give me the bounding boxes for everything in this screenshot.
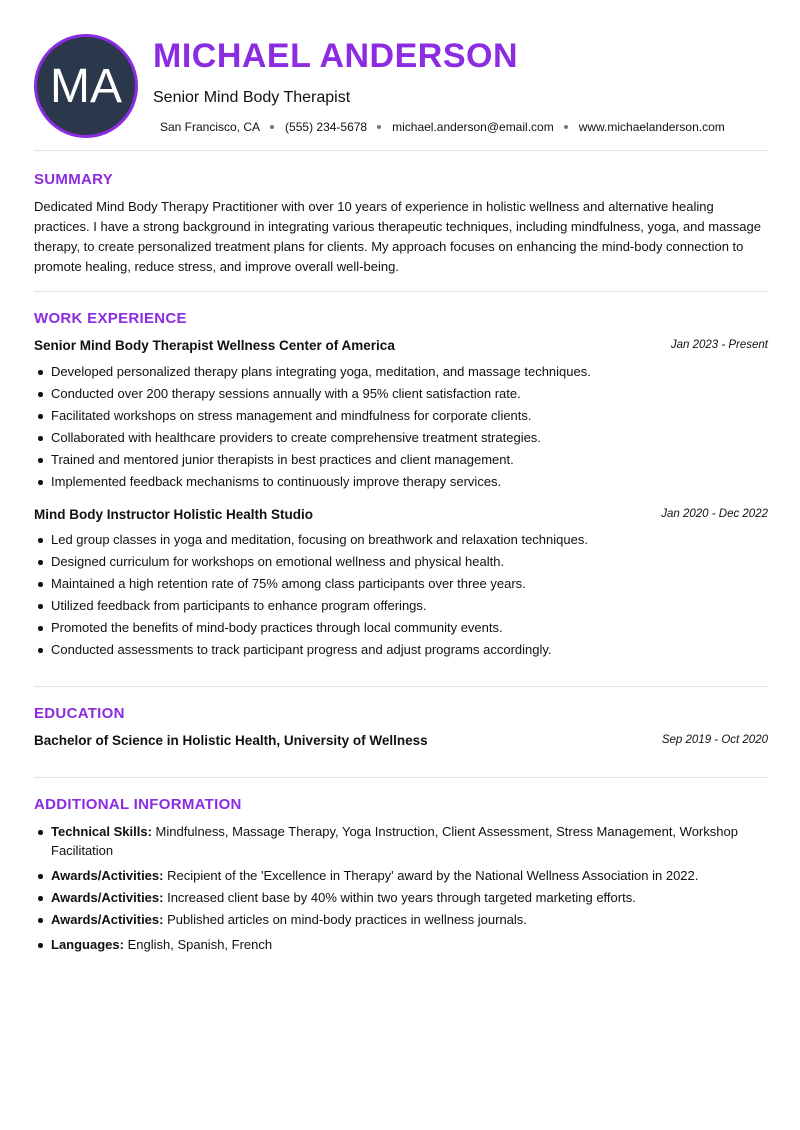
- list-item: Utilized feedback from participants to enhance program offerings.: [34, 595, 768, 617]
- summary-text: Dedicated Mind Body Therapy Practitioner with over 10 years of experience in holistic wellness and alternative healing practices. I have a strong background in integrating various therapeutic techniques, including mindfulness, yoga, and massage therapy, to create personalized treatment plans for clients. My approach focuses on enhancing the mind-body connection to promote healing, reduce stress, and improve overall well-being.: [34, 199, 761, 274]
- section-divider: [34, 291, 768, 292]
- list-item: Developed personalized therapy plans integrating yoga, meditation, and massage techniques.: [34, 361, 768, 383]
- list-item: Designed curriculum for workshops on emotional wellness and physical health.: [34, 551, 768, 573]
- list-item: Led group classes in yoga and meditation, focusing on breathwork and relaxation techniques.: [34, 529, 768, 551]
- job-date: Jan 2023 - Present: [670, 339, 768, 351]
- separator-dot: [377, 125, 381, 129]
- list-item: [34, 910, 768, 929]
- list-item: [34, 822, 768, 860]
- education-entry: [34, 733, 768, 751]
- job-title: Mind Body Instructor Holistic Health Studio: [34, 507, 314, 522]
- contact-email[interactable]: michael.anderson@email.com: [392, 120, 554, 134]
- contact-location: San Francisco, CA: [160, 120, 261, 134]
- avatar: [34, 34, 138, 138]
- info-text: Mindfulness, Massage Therapy, Yoga Instruction, Client Assessment, Stress Management, Workshop Facilitation: [51, 824, 738, 858]
- candidate-headline: Senior Mind Body Therapist: [153, 89, 351, 106]
- info-label: Languages:: [51, 937, 124, 952]
- section-title-summary: SUMMARY: [34, 171, 114, 188]
- job-bullets: [34, 361, 768, 493]
- section-title-education: EDUCATION: [34, 705, 125, 722]
- list-item: Facilitated workshops on stress management and mindfulness for corporate clients.: [34, 405, 768, 427]
- list-item: [34, 935, 768, 954]
- job-header: [34, 507, 768, 525]
- list-item: Conducted assessments to track participant progress and adjust programs accordingly.: [34, 639, 768, 661]
- section-divider: [34, 777, 768, 778]
- job-header: [34, 338, 768, 356]
- list-item: Conducted over 200 therapy sessions annually with a 95% client satisfaction rate.: [34, 383, 768, 405]
- list-item: [34, 888, 768, 907]
- info-label: Technical Skills:: [51, 824, 152, 839]
- list-item: Maintained a high retention rate of 75% among class participants over three years.: [34, 573, 768, 595]
- separator-dot: [270, 125, 274, 129]
- section-divider: [34, 686, 768, 687]
- contact-phone[interactable]: (555) 234-5678: [285, 120, 368, 134]
- list-item: Implemented feedback mechanisms to continuously improve therapy services.: [34, 471, 768, 493]
- list-item: Promoted the benefits of mind-body practices through local community events.: [34, 617, 768, 639]
- info-text: English, Spanish, French: [123, 937, 273, 952]
- info-label: Awards/Activities:: [51, 890, 164, 905]
- list-item: Collaborated with healthcare providers to create comprehensive treatment strategies.: [34, 427, 768, 449]
- list-item: [34, 866, 768, 885]
- additional-info-list: [34, 822, 768, 960]
- section-divider: [34, 150, 768, 151]
- info-text: Recipient of the 'Excellence in Therapy' award by the National Wellness Association in 2022.: [163, 868, 699, 883]
- info-text: Published articles on mind-body practices in wellness journals.: [163, 912, 527, 927]
- education-date: Sep 2019 - Oct 2020: [661, 734, 768, 746]
- info-text: Increased client base by 40% within two years through targeted marketing efforts.: [163, 890, 636, 905]
- education-degree: Bachelor of Science in Holistic Health, University of Wellness: [34, 733, 428, 748]
- info-label: Awards/Activities:: [51, 868, 164, 883]
- job-bullets: [34, 529, 768, 661]
- section-title-work-experience: WORK EXPERIENCE: [34, 310, 187, 327]
- separator-dot: [564, 125, 568, 129]
- candidate-name: MICHAEL ANDERSON: [153, 37, 519, 75]
- job-title: Senior Mind Body Therapist Wellness Center of America: [34, 338, 395, 353]
- section-title-additional-information: ADDITIONAL INFORMATION: [34, 796, 242, 813]
- job-date: Jan 2020 - Dec 2022: [661, 508, 768, 520]
- avatar-initials: MA: [50, 59, 122, 113]
- list-item: Trained and mentored junior therapists in best practices and client management.: [34, 449, 768, 471]
- info-label: Awards/Activities:: [51, 912, 164, 927]
- contact-website[interactable]: www.michaelanderson.com: [578, 120, 725, 134]
- contact-bar: [160, 120, 725, 134]
